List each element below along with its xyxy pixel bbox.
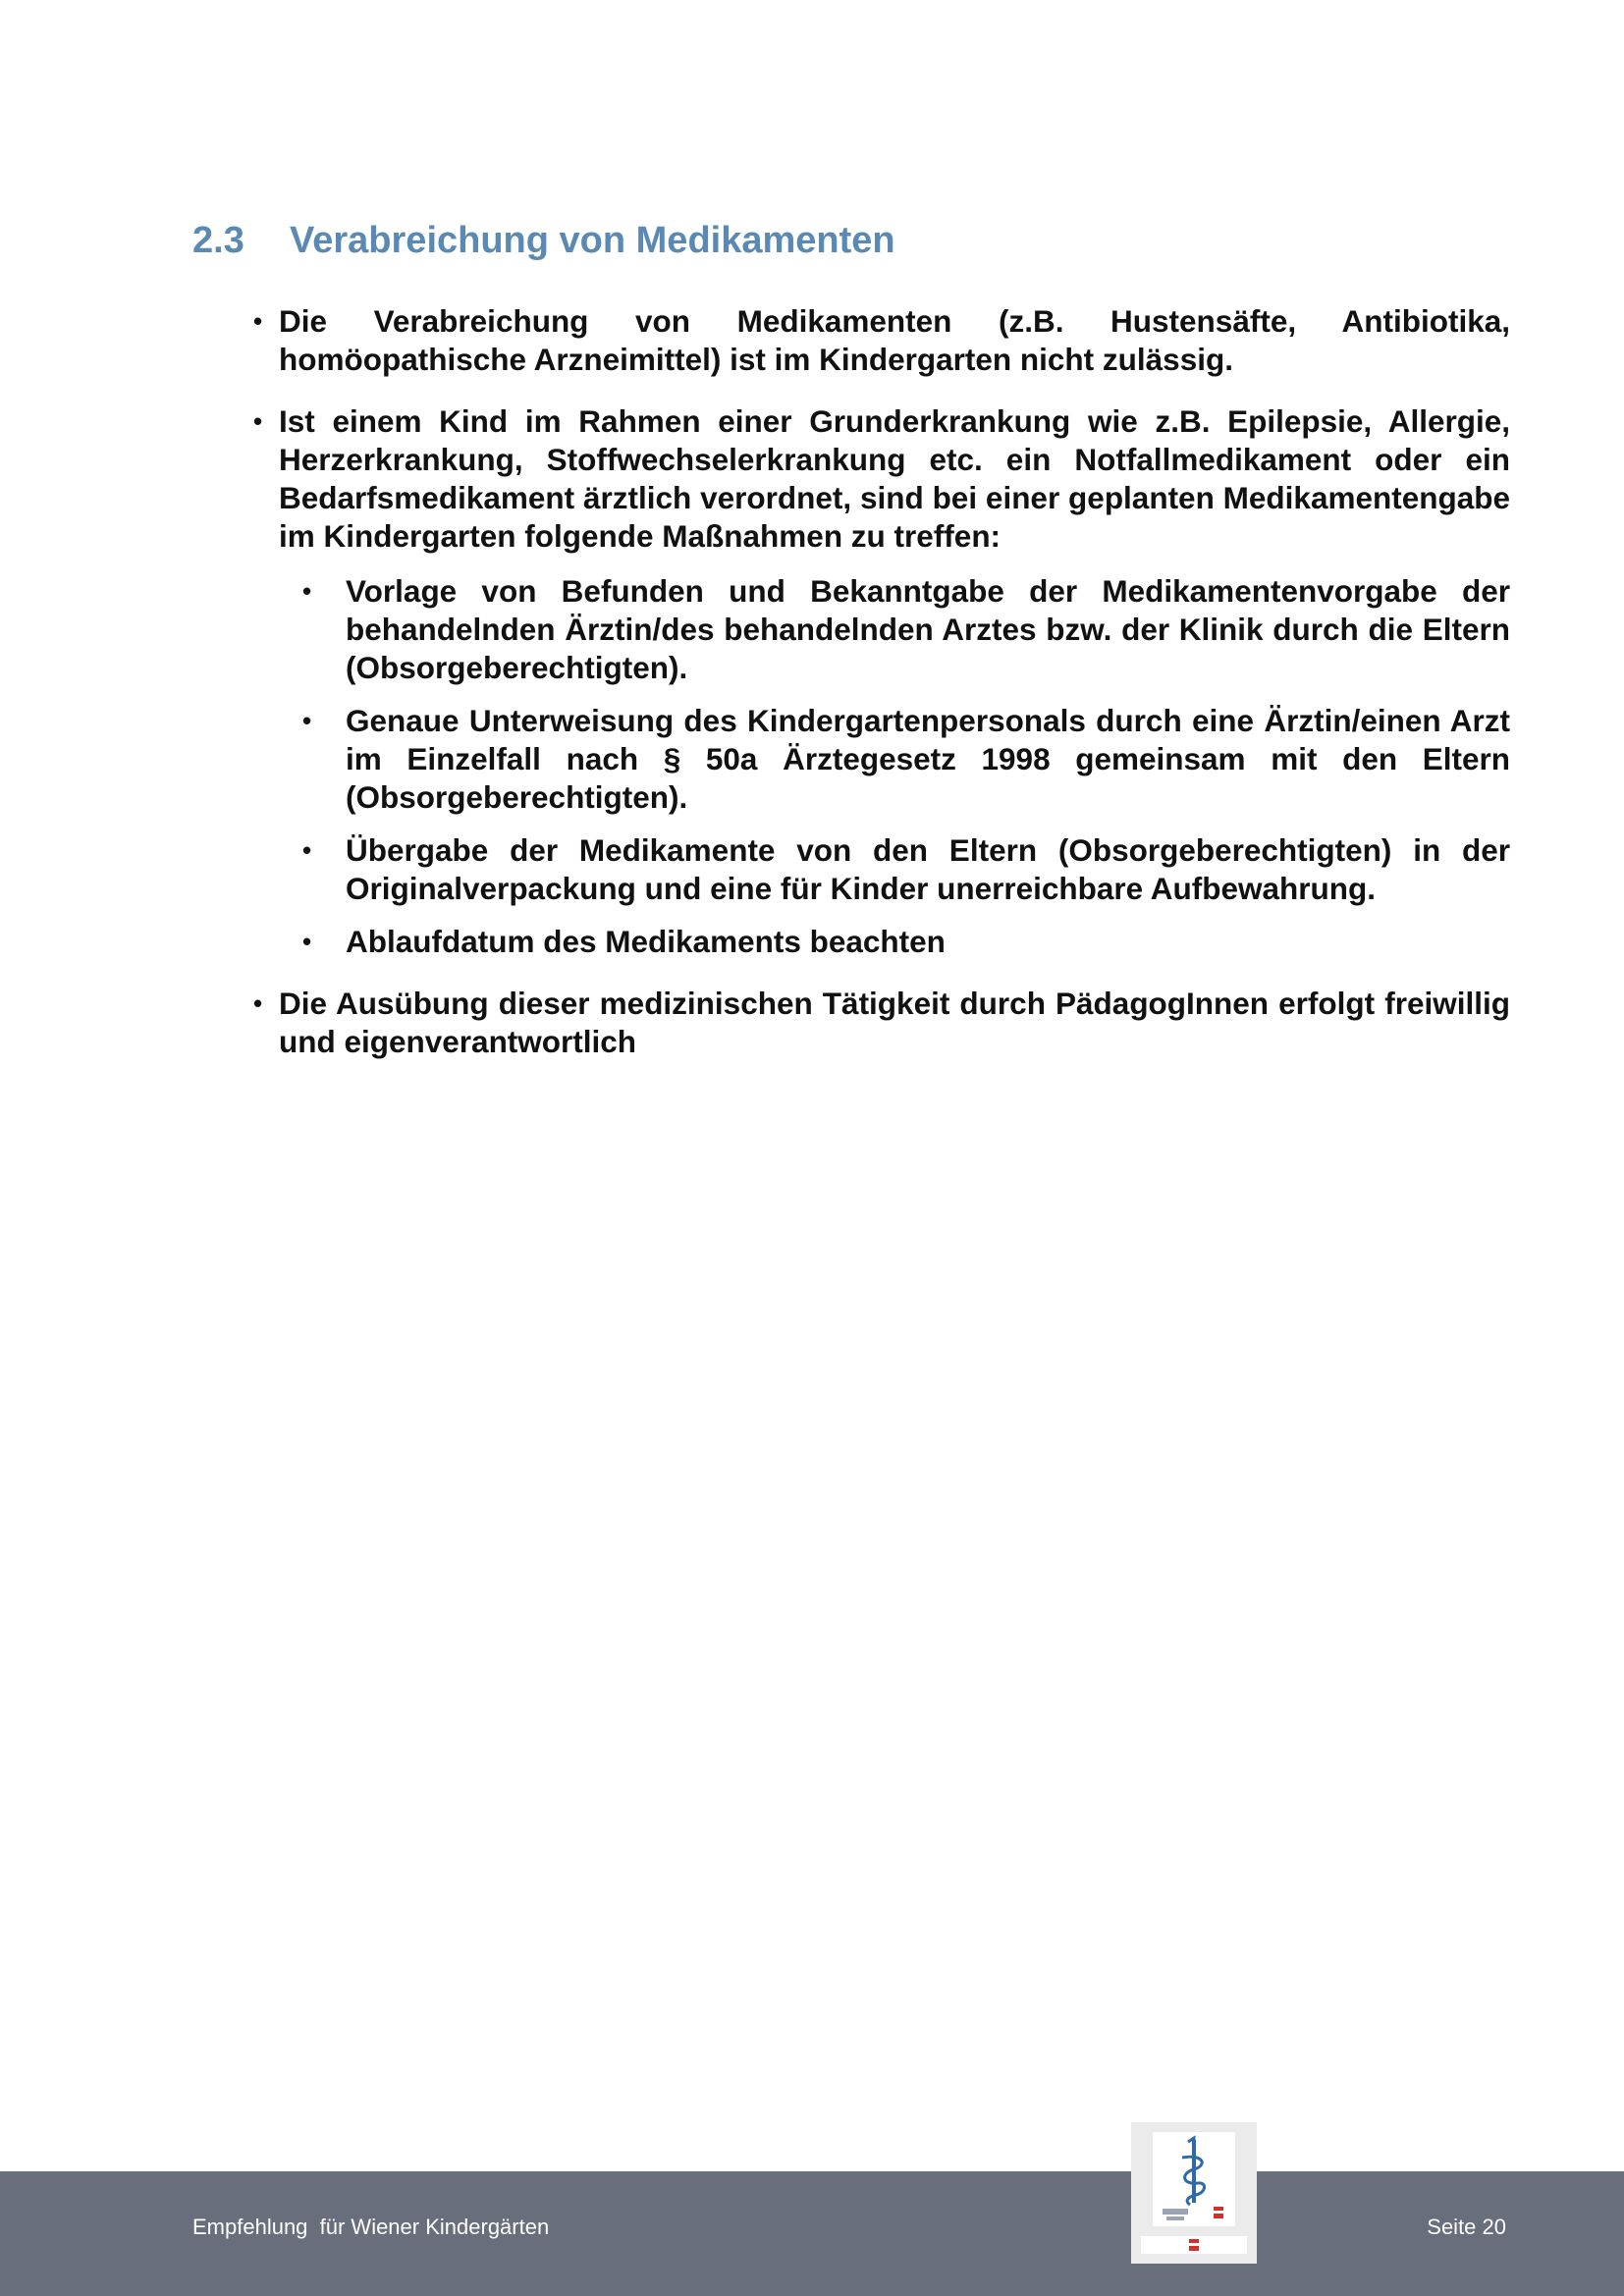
sub-bullet-text: Ablaufdatum des Medikaments beachten [346, 924, 946, 959]
list-item [253, 402, 1510, 961]
content-body [253, 302, 1510, 1085]
footer-title: Empfehlung für Wiener Kindergärten [192, 2215, 550, 2239]
bullet-text: Ist einem Kind im Rahmen einer Grunderkrankung wie z.B. Epilepsie, Allergie, Herzerkrankung, Stoffwechselerkrankung etc. ein Notfallmedikament oder ein Bedarfsmedikament ärztlich verordnet, sind bei einer geplanten Medikamentengabe im Kindergarten folgende Maßnahmen zu treffen: [279, 403, 1510, 554]
logo-panel [1153, 2132, 1235, 2226]
section-title: Verabreichung von Medikamenten [290, 220, 895, 261]
sub-list [279, 572, 1510, 961]
bullet-dot-icon: • [302, 576, 312, 606]
list-item [253, 302, 1510, 379]
bullet-dot-icon: • [253, 406, 263, 436]
bullet-dot-icon: • [253, 988, 263, 1018]
section-heading [192, 220, 895, 262]
bullet-dot-icon: • [302, 835, 312, 865]
sub-bullet-text: Vorlage von Befunden und Bekanntgabe der Medikamentenvorgabe der behandelnden Ärztin/des behandelnden Arztes bzw. der Klinik durch die Eltern (Obsorgeberechtigten). [346, 573, 1510, 685]
logo-staff-icon [1153, 2132, 1235, 2226]
sub-bullet-text: Übergabe der Medikamente von den Eltern (Obsorgeberechtigten) in der Originalverpackung und eine für Kinder unerreichbare Aufbewahrung. [346, 832, 1510, 906]
page-footer [0, 2171, 1624, 2296]
sub-list-item [300, 831, 1510, 908]
vienna-shield-icon [1141, 2236, 1247, 2254]
sub-list-item [300, 923, 1510, 961]
page-number: Seite 20 [1427, 2215, 1506, 2239]
list-item [253, 985, 1510, 1061]
bullet-dot-icon: • [302, 927, 312, 956]
logo-bar [1141, 2236, 1247, 2254]
sub-list-item [300, 572, 1510, 687]
sub-list-item [300, 702, 1510, 817]
sub-bullet-text: Genaue Unterweisung des Kindergartenpersonals durch eine Ärztin/einen Arzt im Einzelfall nach § 50a Ärztegesetz 1998 gemeinsam mit den Eltern (Obsorgeberechtigten). [346, 703, 1510, 815]
bullet-dot-icon: • [253, 306, 263, 336]
section-number: 2.3 [192, 220, 244, 261]
aesculapian-staff-logo-icon [1131, 2122, 1257, 2264]
bullet-text: Die Verabreichung von Medikamenten (z.B. Hustensäfte, Antibiotika, homöopathische Arzneimittel) ist im Kindergarten nicht zulässig. [279, 303, 1510, 377]
bullet-text: Die Ausübung dieser medizinischen Tätigkeit durch PädagogInnen erfolgt freiwillig und eigenverantwortlich [279, 986, 1510, 1059]
bullet-dot-icon: • [302, 706, 312, 735]
